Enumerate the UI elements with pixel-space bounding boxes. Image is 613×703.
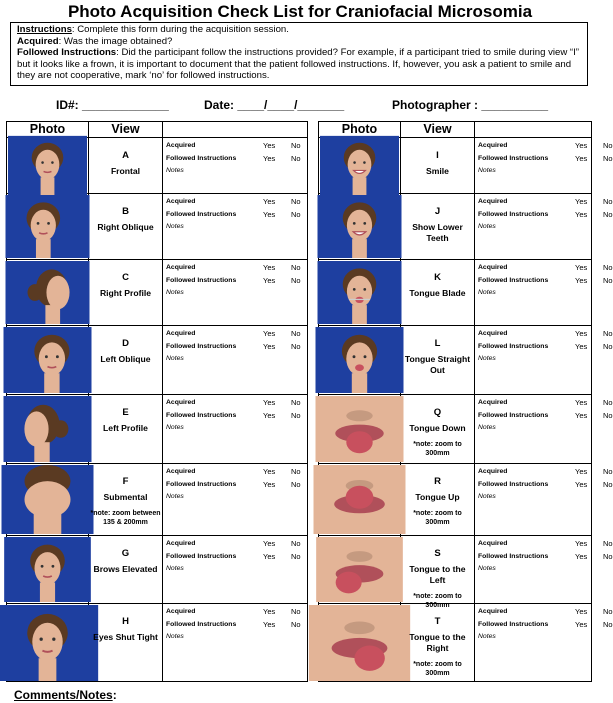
followed-instructions-label: Followed Instructions [166, 343, 237, 350]
followed-instructions-label: Followed Instructions [478, 621, 549, 628]
acquired-no-option[interactable]: No [291, 329, 301, 338]
acquired-definition-text: : Was the image obtained? [58, 35, 173, 47]
followed-yes-option[interactable]: Yes [575, 480, 588, 489]
notes-field[interactable]: Notes [166, 355, 184, 362]
acquired-yes-option[interactable]: Yes [263, 141, 276, 150]
followed-no-option[interactable]: No [291, 411, 301, 420]
reference-photo [7, 326, 89, 394]
followed-yes-option[interactable]: Yes [575, 552, 588, 561]
left-table-header [7, 122, 307, 138]
view-letter: H [122, 616, 129, 627]
view-label [401, 395, 475, 463]
view-label [401, 464, 475, 535]
checklist-fields [163, 194, 307, 259]
view-label [89, 536, 163, 603]
view-letter: A [122, 150, 129, 161]
acquired-no-option[interactable]: No [291, 607, 301, 616]
checklist-row-f [7, 464, 307, 536]
followed-instructions-label: Followed Instructions [478, 155, 549, 162]
view-label [89, 464, 163, 535]
followed-instructions-label: Followed Instructions [166, 481, 237, 488]
view-letter: E [122, 407, 129, 418]
followed-yes-option[interactable]: Yes [575, 276, 588, 285]
view-name: Tongue to the Right [409, 632, 466, 653]
followed-no-option[interactable]: No [603, 480, 613, 489]
reference-photo [7, 536, 89, 603]
followed-yes-option[interactable]: Yes [263, 480, 276, 489]
acquired-label: Acquired [478, 198, 508, 205]
checklist-fields [163, 260, 307, 325]
followed-instructions-label: Followed Instructions [166, 621, 237, 628]
acquired-no-option[interactable]: No [603, 539, 613, 548]
followed-no-option[interactable]: No [603, 411, 613, 420]
acquired-label: Acquired [166, 264, 196, 271]
acquired-yes-option[interactable]: Yes [263, 539, 276, 548]
checklist-row-k [319, 260, 613, 326]
view-label [89, 395, 163, 463]
acquired-yes-option[interactable]: Yes [263, 263, 276, 272]
notes-field[interactable]: Notes [166, 289, 184, 296]
notes-field[interactable]: Notes [478, 355, 496, 362]
view-letter: J [434, 206, 441, 217]
followed-no-option[interactable]: No [603, 620, 613, 629]
view-label [401, 604, 475, 682]
photographer-field[interactable]: Photographer : __________ [392, 98, 549, 112]
view-label [89, 194, 163, 259]
checklist-fields [475, 260, 613, 325]
view-letter: I [436, 150, 439, 161]
checklist-row-d [7, 326, 307, 395]
reference-photo [319, 326, 401, 394]
acquired-label: Acquired [166, 330, 196, 337]
checklist-row-a [7, 138, 307, 194]
followed-instructions-label: Followed Instructions [166, 155, 237, 162]
acquired-label: Acquired [478, 142, 508, 149]
acquired-no-option[interactable]: No [603, 263, 613, 272]
acquired-label: Acquired [478, 330, 508, 337]
acquired-definition-label: Acquired [17, 35, 59, 47]
followed-yes-option[interactable]: Yes [575, 411, 588, 420]
followed-yes-option[interactable]: Yes [263, 411, 276, 420]
followed-instructions-label: Followed Instructions [166, 412, 237, 419]
acquired-label: Acquired [478, 399, 508, 406]
comments-label: Comments/Notes: [14, 688, 117, 702]
view-label [401, 326, 475, 394]
checklist-fields [163, 138, 307, 193]
reference-photo [7, 194, 89, 259]
notes-field[interactable]: Notes [478, 289, 496, 296]
followed-instructions-label: Followed Instructions [478, 481, 549, 488]
acquired-yes-option[interactable]: Yes [263, 398, 276, 407]
acquired-no-option[interactable]: No [291, 467, 301, 476]
followed-definition-label: Followed Instructions [17, 47, 117, 59]
view-name: Tongue Blade [409, 288, 466, 298]
checklist-fields [475, 326, 613, 394]
notes-field[interactable]: Notes [478, 424, 496, 431]
view-name: Smile [426, 166, 449, 176]
view-label [401, 260, 475, 325]
followed-yes-option[interactable]: Yes [263, 620, 276, 629]
reference-photo [319, 536, 401, 603]
followed-no-option[interactable]: No [291, 276, 301, 285]
acquired-label: Acquired [478, 540, 508, 547]
view-name: Tongue Straight Out [404, 354, 471, 375]
followed-yes-option[interactable]: Yes [263, 552, 276, 561]
followed-no-option[interactable]: No [603, 342, 613, 351]
followed-instructions-label: Followed Instructions [478, 343, 549, 350]
acquired-no-option[interactable]: No [603, 607, 613, 616]
view-label [401, 536, 475, 609]
view-letter: S [434, 548, 441, 559]
checklist-fields [475, 464, 613, 535]
notes-field[interactable]: Notes [478, 223, 496, 230]
followed-no-option[interactable]: No [603, 552, 613, 561]
acquired-yes-option[interactable]: Yes [263, 607, 276, 616]
checklist-fields [163, 464, 307, 535]
acquired-yes-option[interactable]: Yes [575, 398, 588, 407]
page-title: Photo Acquisition Check List for Craniofacial Microsomia [67, 2, 533, 21]
acquired-no-option[interactable]: No [603, 467, 613, 476]
checklist-fields [475, 395, 613, 463]
checklist-fields [475, 604, 613, 682]
notes-field[interactable]: Notes [478, 633, 496, 640]
acquired-yes-option[interactable]: Yes [575, 539, 588, 548]
acquired-no-option[interactable]: No [291, 141, 301, 150]
acquired-no-option[interactable]: No [291, 197, 301, 206]
followed-yes-option[interactable]: Yes [575, 342, 588, 351]
acquired-yes-option[interactable]: Yes [575, 467, 588, 476]
checklist-row-q [319, 395, 613, 464]
checklist-row-i [319, 138, 613, 194]
acquired-yes-option[interactable]: Yes [575, 263, 588, 272]
checklist-row-e [7, 395, 307, 464]
acquired-yes-option[interactable]: Yes [575, 607, 588, 616]
acquired-label: Acquired [166, 399, 196, 406]
acquired-yes-option[interactable]: Yes [575, 141, 588, 150]
checklist-fields [475, 536, 613, 603]
view-column-header: View [89, 122, 163, 137]
zoom-note: *note: zoom to 300mm [413, 593, 462, 609]
photo-column-header: Photo [7, 122, 89, 137]
acquired-no-option[interactable]: No [291, 539, 301, 548]
checklist-fields [475, 138, 613, 193]
acquired-no-option[interactable]: No [291, 398, 301, 407]
right-checklist-table [318, 121, 613, 682]
view-label [89, 604, 163, 682]
view-letter: T [434, 616, 441, 627]
reference-photo [319, 194, 401, 259]
zoom-note: *note: zoom to 300mm [413, 661, 462, 677]
acquired-label: Acquired [478, 608, 508, 615]
reference-photo [7, 260, 89, 325]
followed-no-option[interactable]: No [291, 210, 301, 219]
notes-field[interactable]: Notes [478, 167, 496, 174]
acquired-label: Acquired [478, 264, 508, 271]
acquired-label: Acquired [166, 608, 196, 615]
view-name: Tongue Up [415, 492, 460, 502]
acquired-yes-option[interactable]: Yes [263, 197, 276, 206]
notes-field[interactable]: Notes [478, 565, 496, 572]
right-table-header [319, 122, 591, 138]
acquired-yes-option[interactable]: Yes [575, 329, 588, 338]
followed-yes-option[interactable]: Yes [575, 154, 588, 163]
view-name: Frontal [110, 166, 141, 176]
view-name: Tongue to the Left [409, 564, 466, 585]
reference-photo [319, 260, 401, 325]
notes-field[interactable]: Notes [166, 493, 184, 500]
view-letter: K [434, 272, 441, 283]
view-label [401, 138, 475, 193]
followed-yes-option[interactable]: Yes [263, 154, 276, 163]
notes-field[interactable]: Notes [166, 167, 184, 174]
date-field[interactable]: Date: ____/____/_______ [204, 98, 345, 112]
followed-instructions-label: Followed Instructions [478, 277, 549, 284]
notes-field[interactable]: Notes [166, 633, 184, 640]
reference-photo [7, 604, 89, 682]
followed-no-option[interactable]: No [291, 620, 301, 629]
reference-photo [319, 464, 401, 535]
view-name: Right Profile [99, 288, 152, 298]
followed-yes-option[interactable]: Yes [263, 276, 276, 285]
followed-no-option[interactable]: No [291, 552, 301, 561]
view-name: Show Lower Teeth [412, 222, 463, 243]
followed-instructions-label: Followed Instructions [166, 277, 237, 284]
followed-instructions-label: Followed Instructions [166, 553, 237, 560]
view-column-header: View [401, 122, 475, 137]
reference-photo [319, 138, 401, 193]
zoom-note: *note: zoom to 300mm [413, 441, 462, 457]
instructions-text: : Complete this form during the acquisition session. [71, 24, 289, 35]
acquired-yes-option[interactable]: Yes [575, 197, 588, 206]
checklist-fields [475, 194, 613, 259]
checklist-row-r [319, 464, 613, 536]
followed-instructions-label: Followed Instructions [166, 211, 237, 218]
followed-instructions-label: Followed Instructions [478, 211, 549, 218]
acquired-label: Acquired [166, 468, 196, 475]
view-letter: F [122, 476, 129, 487]
view-name: Tongue Down [409, 423, 466, 433]
checklist-row-c [7, 260, 307, 326]
id-field[interactable]: ID#: _____________ [56, 98, 169, 112]
notes-field[interactable]: Notes [478, 493, 496, 500]
view-name: Brows Elevated [93, 564, 158, 574]
view-name: Left Profile [103, 423, 148, 433]
checklist-fields [163, 536, 307, 603]
acquired-yes-option[interactable]: Yes [263, 467, 276, 476]
checklist-fields [163, 326, 307, 394]
view-letter: G [121, 548, 130, 559]
notes-field[interactable]: Notes [166, 223, 184, 230]
acquired-no-option[interactable]: No [291, 263, 301, 272]
followed-no-option[interactable]: No [291, 154, 301, 163]
notes-field[interactable]: Notes [166, 424, 184, 431]
followed-definition-text: : Did the participant follow the instructions provided? For example, if a participant tried to smile during view “I” but it looks like a frown, it is important to document that the patient followed instructions. If, however, you ask a patient to smile and they are not cooperative, mark ‘no’ for followed instructions. [17, 47, 579, 82]
checklist-row-t [319, 604, 613, 682]
reference-photo [7, 464, 89, 535]
view-letter: C [122, 272, 129, 283]
acquired-label: Acquired [478, 468, 508, 475]
checklist-row-g [7, 536, 307, 604]
checklist-row-l [319, 326, 613, 395]
acquired-no-option[interactable]: No [603, 141, 613, 150]
view-name: Eyes Shut Tight [93, 632, 158, 642]
instructions-box [10, 22, 588, 86]
acquired-no-option[interactable]: No [603, 398, 613, 407]
acquired-yes-option[interactable]: Yes [263, 329, 276, 338]
followed-instructions-label: Followed Instructions [478, 553, 549, 560]
checklist-fields [163, 395, 307, 463]
reference-photo [7, 138, 89, 193]
view-letter: L [434, 338, 441, 349]
followed-yes-option[interactable]: Yes [263, 342, 276, 351]
followed-yes-option[interactable]: Yes [575, 210, 588, 219]
followed-yes-option[interactable]: Yes [263, 210, 276, 219]
acquired-no-option[interactable]: No [603, 329, 613, 338]
reference-photo [7, 395, 89, 463]
view-letter: D [122, 338, 129, 349]
followed-no-option[interactable]: No [603, 210, 613, 219]
view-name: Right Oblique [97, 222, 154, 232]
acquired-label: Acquired [166, 142, 196, 149]
acquired-label: Acquired [166, 540, 196, 547]
checklist-fields [163, 604, 307, 682]
followed-no-option[interactable]: No [291, 342, 301, 351]
checklist-row-j [319, 194, 613, 260]
followed-no-option[interactable]: No [291, 480, 301, 489]
checklist-row-s [319, 536, 613, 609]
followed-no-option[interactable]: No [603, 276, 613, 285]
view-label [401, 194, 475, 259]
acquired-no-option[interactable]: No [603, 197, 613, 206]
view-name: Left Oblique [100, 354, 151, 364]
zoom-note: *note: zoom between 135 & 200mm [90, 510, 161, 526]
followed-no-option[interactable]: No [603, 154, 613, 163]
checklist-row-b [7, 194, 307, 260]
reference-photo [319, 395, 401, 463]
zoom-note: *note: zoom to 300mm [413, 510, 462, 526]
view-letter: B [122, 206, 129, 217]
photo-column-header: Photo [319, 122, 401, 137]
notes-field[interactable]: Notes [166, 565, 184, 572]
acquired-label: Acquired [166, 198, 196, 205]
reference-photo [319, 604, 401, 682]
left-checklist-table [6, 121, 308, 682]
view-name: Submental [103, 492, 148, 502]
view-letter: Q [433, 407, 442, 418]
followed-yes-option[interactable]: Yes [575, 620, 588, 629]
view-label [89, 326, 163, 394]
view-label [89, 138, 163, 193]
view-letter: R [434, 476, 441, 487]
followed-instructions-label: Followed Instructions [478, 412, 549, 419]
instructions-label: Instructions [17, 24, 72, 35]
view-label [89, 260, 163, 325]
checklist-row-h [7, 604, 307, 682]
